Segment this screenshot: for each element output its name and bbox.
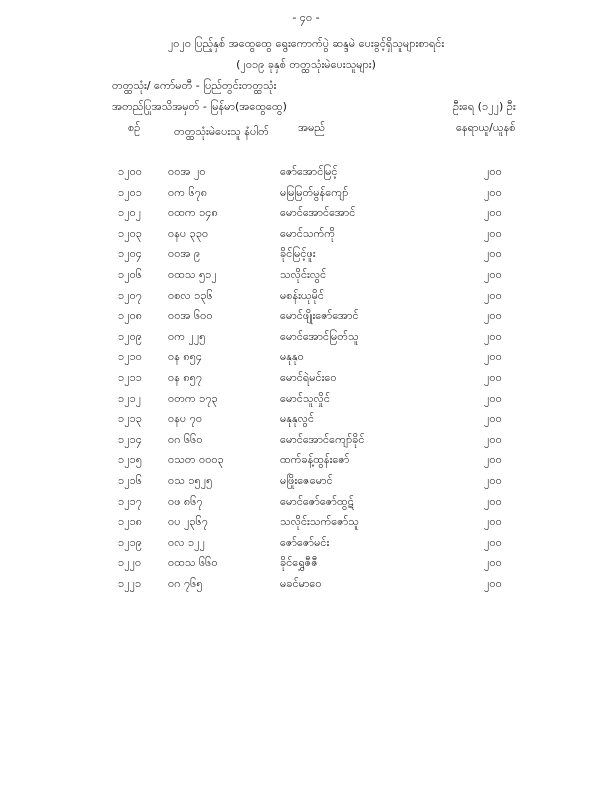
group-line: တတ္ထသုံး/ ကော်မတီ - ပြည်တွင်းတတ္ထသုံး	[112, 79, 277, 92]
document-title: ၂၀၂၀ ပြည့်နှစ် အထွေထွေ ရွေးကောက်ပွဲ ဆန္ဒမဲ ပေးခွင့်ရှိသူများစာရင်း	[167, 37, 445, 50]
unit-value: ၂၀၀	[484, 453, 502, 467]
row-number: ၁၂၀၁	[118, 185, 142, 199]
registration-number: ၀ဖ ၈၆၇	[168, 494, 203, 508]
table-row	[0, 331, 612, 352]
table-row	[0, 166, 612, 187]
table-row	[0, 537, 612, 558]
unit-value: ၂၀၀	[484, 288, 502, 302]
registration-number: ၀စလ ၁၃၆	[168, 288, 213, 302]
unit-value: ၂၀၀	[484, 309, 502, 323]
table-row	[0, 454, 612, 475]
registration-number: ၀လ ၁၂၂	[168, 535, 205, 549]
unit-value: ၂၀၀	[484, 247, 502, 261]
unit-value: ၂၀၀	[484, 556, 502, 570]
registration-number: ၀က ၂၂၅	[168, 329, 206, 343]
row-number: ၁၂၀၇	[118, 288, 142, 302]
voter-name: မောင်အောင်မြတ်သူ	[280, 329, 359, 343]
row-number: ၁၂၀၃	[118, 226, 142, 240]
registration-number: ၀၀အ ၉	[168, 247, 201, 261]
voter-name: မစန်းယုမိုင်	[280, 288, 325, 302]
row-number: ၁၂၀၈	[118, 309, 143, 323]
voter-name: ခိုင်မြင့်ဖူး	[280, 247, 316, 261]
table-row	[0, 557, 612, 578]
voter-name: ဇော်ဇော်မင်း	[280, 535, 330, 549]
table-row	[0, 393, 612, 414]
registration-number: ၀နပ ၃၃၀	[168, 226, 209, 240]
table-row	[0, 187, 612, 208]
count-line: ဦးရေ (၁၂၂) ဦး	[453, 100, 516, 113]
unit-value: ၂၀၀	[484, 350, 502, 364]
registration-number: ၀က ၆၇၈	[168, 185, 208, 199]
unit-value: ၂၀၀	[484, 165, 502, 178]
registration-number: ၀ထသ ၅၁၂	[168, 267, 217, 281]
table-row	[0, 516, 612, 537]
voter-name: မဖြိုးဇေမောင်	[280, 473, 333, 487]
voter-name: မောင်သူလှိုင်	[280, 391, 330, 405]
row-number: ၁၂၁၀	[118, 350, 142, 364]
section-line: အတည်ပြုအသိအမှတ် - မြန်မာ(အထွေထွေ)	[112, 100, 287, 113]
voter-name: မောင်ရဲမင်းဝေ	[280, 370, 337, 384]
unit-value: ၂၀၀	[484, 535, 502, 549]
registration-number: ၀ဂ ၇၆၅	[168, 576, 203, 590]
row-number: ၁၂၁၆	[118, 473, 142, 487]
registration-number: ၀သတ ၀၀၀၃	[168, 453, 224, 467]
row-number: ၁၂၁၇	[118, 494, 142, 508]
table-row	[0, 578, 612, 599]
table-row	[0, 228, 612, 249]
unit-value: ၂၀၀	[484, 515, 502, 529]
voter-list	[0, 166, 612, 598]
registration-number: ၀န ၈၅၄	[168, 350, 203, 364]
row-number: ၁၂၁၃	[118, 412, 142, 426]
registration-number: ၀သ ၁၅၂၅	[168, 473, 213, 487]
row-number: ၁၂၁၉	[118, 535, 142, 549]
registration-number: ၀ထက ၁၄၈	[168, 206, 218, 220]
unit-value: ၂၀၀	[484, 432, 502, 446]
unit-value: ၂၀၀	[484, 226, 502, 240]
row-number: ၁၂၀၉	[118, 329, 142, 343]
unit-value: ၂၀၀	[484, 391, 502, 405]
voter-name: မောင်ဇော်ဇော်ထွဋ်	[280, 494, 354, 508]
registration-number: ၀ပ ၂၃၆၇	[168, 515, 208, 529]
registration-number: ၀န ၈၅၇	[168, 370, 203, 384]
unit-value: ၂၀၀	[484, 329, 502, 343]
column-header-name: အမည်	[298, 121, 326, 134]
row-number: ၁၂၂၁	[118, 576, 142, 590]
row-number: ၁၂၁၅	[118, 453, 142, 467]
row-number: ၁၂၁၄	[118, 432, 142, 446]
row-number: ၁၂၀၂	[118, 206, 142, 220]
unit-value: ၂၀၀	[484, 185, 502, 199]
unit-value: ၂၀၀	[484, 473, 502, 487]
row-number: ၁၂၂၀	[118, 556, 142, 570]
voter-name: မောင်အောင်အောင်	[280, 206, 356, 220]
table-row	[0, 413, 612, 434]
registration-number: ၀တက ၁၇၃	[168, 391, 218, 405]
unit-value: ၂၀၀	[484, 267, 502, 281]
table-row	[0, 434, 612, 455]
table-row	[0, 248, 612, 269]
registration-number: ၀ထသ ၆၆၀	[168, 556, 218, 570]
registration-number: ၀၀အ ၆၀၀	[168, 309, 213, 323]
voter-name: မောင်သက်ကို	[280, 226, 336, 240]
voter-name: မခင်မာဝေ	[280, 576, 322, 590]
table-row	[0, 310, 612, 331]
voter-name: ထက်ခန့်ထွန်းဇော်	[280, 453, 350, 467]
voter-name: သလိုင်းလွင်	[280, 267, 327, 281]
row-number: ၁၂၀၆	[118, 267, 142, 281]
column-header-registration: တတ္ထသုံးမဲပေးသူ နံပါတ်	[174, 125, 269, 138]
page-number: - ၄၀ -	[292, 11, 320, 24]
table-row	[0, 372, 612, 393]
unit-value: ၂၀၀	[484, 412, 502, 426]
row-number: ၁၂၁၂	[118, 391, 142, 405]
row-number: ၁၂၀၀	[118, 165, 142, 178]
column-header-unit: နေရာယူ/ယူနစ်	[456, 121, 516, 134]
registration-number: ၀၀အ ၂၀	[168, 165, 206, 178]
column-header-no: စဉ်	[128, 121, 141, 134]
document-subtitle: (၂၀၁၉ ခုနှစ် တတ္ထသုံးမဲပေးသူများ)	[236, 58, 376, 71]
table-row	[0, 207, 612, 228]
registration-number: ၀နပ ၇၀	[168, 412, 203, 426]
voter-name: သလိုင်းသက်ဇော်သူ	[280, 515, 359, 529]
row-number: ၁၂၀၄	[118, 247, 142, 261]
voter-name: မနုနု၀	[280, 350, 304, 364]
registration-number: ၀ဂ ၆၆၀	[168, 432, 203, 446]
voter-name: မောင်အောင်ကျော်ခိုင်	[280, 432, 365, 446]
unit-value: ၂၀၀	[484, 206, 502, 220]
voter-name: မောင်ဖျိုးဇော်အောင်	[280, 309, 359, 323]
table-row	[0, 269, 612, 290]
row-number: ၁၂၁၈	[118, 515, 143, 529]
unit-value: ၂၀၀	[484, 576, 502, 590]
voter-name: မနုနုလွင်	[280, 412, 315, 426]
table-row	[0, 351, 612, 372]
unit-value: ၂၀၀	[484, 370, 502, 384]
voter-name: ဇော်အောင်မြင့်	[280, 165, 338, 178]
table-row	[0, 290, 612, 311]
table-row	[0, 475, 612, 496]
unit-value: ၂၀၀	[484, 494, 502, 508]
voter-name: ခိုင်ရွှေဇီဇီ	[280, 556, 318, 570]
row-number: ၁၂၁၁	[118, 370, 142, 384]
voter-name: မမြမြတ်မွန်ကျော်	[280, 185, 349, 199]
table-row	[0, 496, 612, 517]
